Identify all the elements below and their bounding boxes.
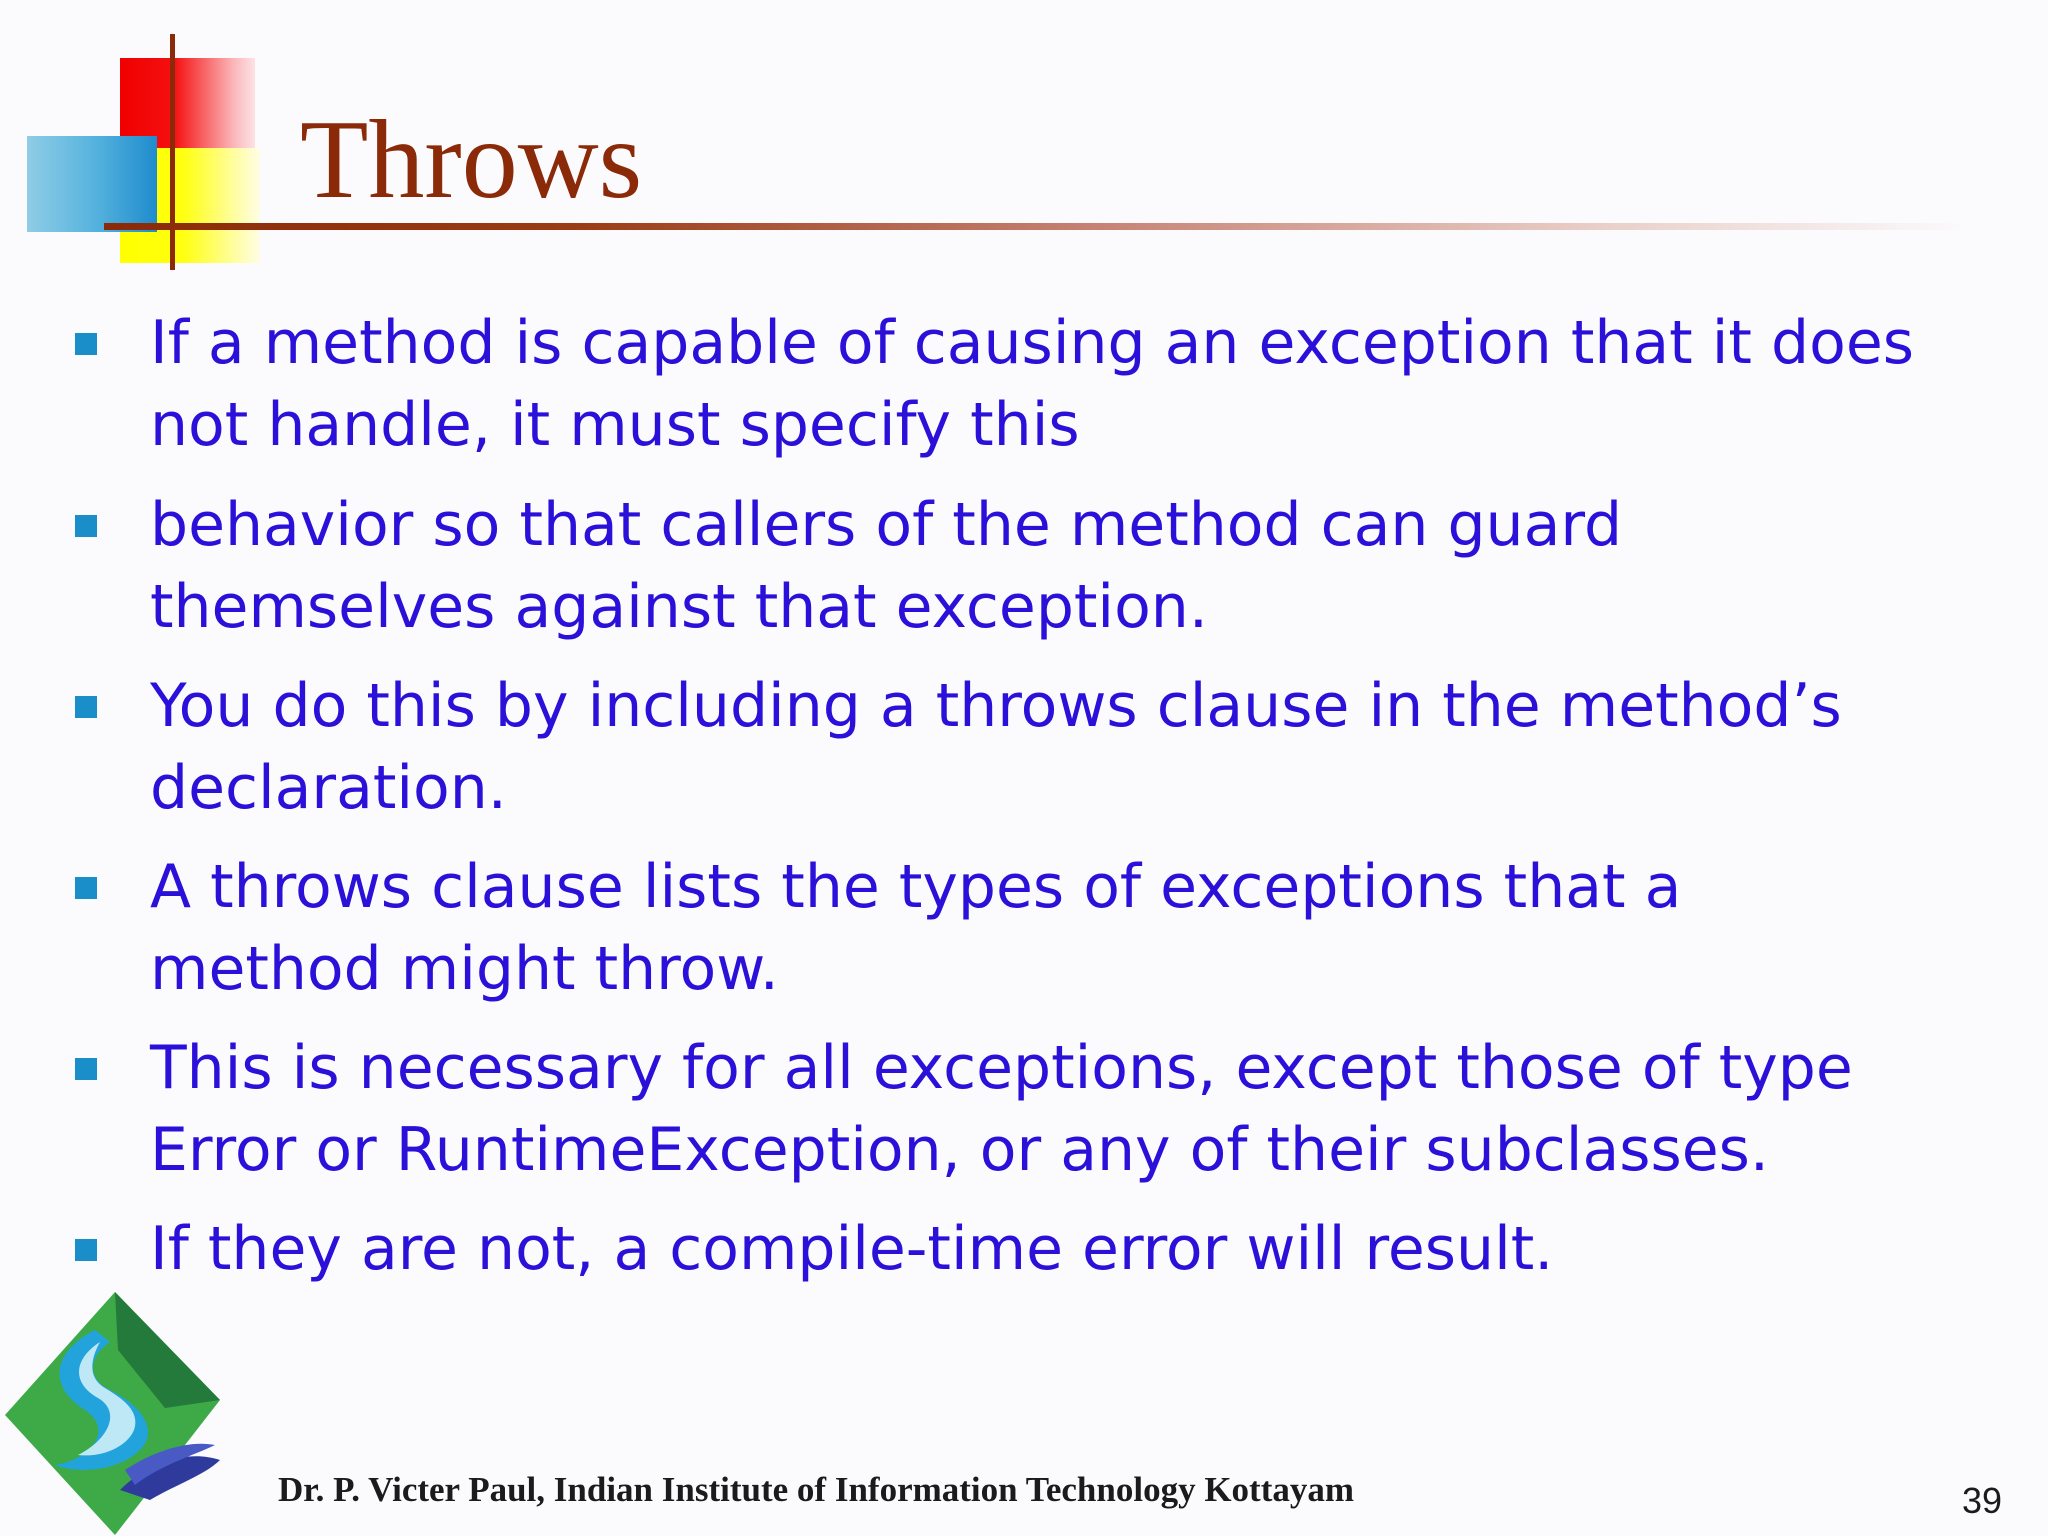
page-number: 39 bbox=[1962, 1480, 2003, 1521]
bullet-item bbox=[150, 846, 2010, 1010]
bullet-line: You do this by including a throws clause in the method’s bbox=[150, 671, 1842, 741]
bullet-line: behavior so that callers of the method can guard bbox=[150, 490, 1623, 560]
bullet-item bbox=[150, 1208, 2010, 1290]
bullet-line: not handle, it must specify this bbox=[150, 390, 1080, 460]
bullet-line: method might throw. bbox=[150, 934, 779, 1004]
square-bullet-icon bbox=[75, 1058, 97, 1080]
square-bullet-icon bbox=[75, 515, 97, 537]
square-bullet-icon bbox=[75, 877, 97, 899]
bullet-line: A throws clause lists the types of exceptions that a bbox=[150, 852, 1682, 922]
bullet-item bbox=[150, 484, 2010, 648]
decorative-blue-square bbox=[27, 136, 157, 232]
square-bullet-icon bbox=[75, 333, 97, 355]
bullet-line: This is necessary for all exceptions, except those of type bbox=[150, 1033, 1853, 1103]
slide-title: Throws bbox=[300, 98, 643, 222]
bullet-line: If they are not, a compile-time error will result. bbox=[150, 1214, 1554, 1284]
institute-logo bbox=[0, 1290, 230, 1536]
square-bullet-icon bbox=[75, 1239, 97, 1261]
footer-text: Dr. P. Victer Paul, Indian Institute of Information Technology Kottayam bbox=[278, 1470, 1355, 1509]
bullet-line: Error or RuntimeException, or any of their subclasses. bbox=[150, 1115, 1769, 1185]
bullet-line: themselves against that exception. bbox=[150, 572, 1208, 642]
bullet-item bbox=[150, 302, 2010, 466]
square-bullet-icon bbox=[75, 696, 97, 718]
bullet-line: If a method is capable of causing an exception that it does bbox=[150, 308, 1914, 378]
bullet-item bbox=[150, 1027, 2010, 1191]
decorative-vertical-line bbox=[170, 34, 175, 270]
title-underline bbox=[104, 223, 1974, 230]
bullet-line: declaration. bbox=[150, 753, 507, 823]
bullet-item bbox=[150, 665, 2010, 829]
